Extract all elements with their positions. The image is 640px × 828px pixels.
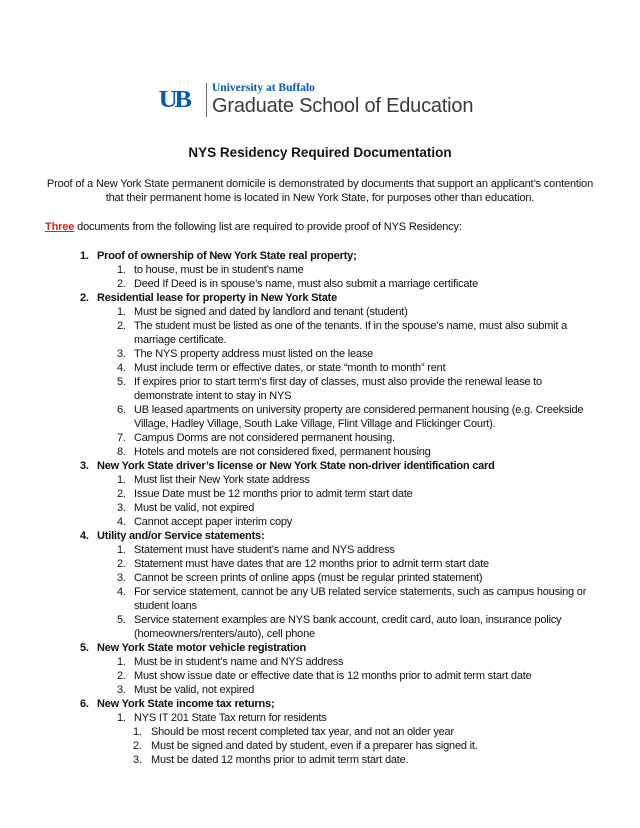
list-text: Must be valid, not expired [134, 684, 255, 696]
list-number: 2. [80, 292, 89, 304]
documentation-list [80, 249, 590, 767]
list-text: to house, must be in student’s name [134, 264, 304, 276]
list-text: Must include term or effective dates, or state “month to month” rent [134, 362, 446, 374]
list-number: 4. [117, 586, 126, 598]
list-text: Campus Dorms are not considered permanent housing. [134, 432, 395, 444]
list-number: 3. [133, 754, 142, 766]
list-text: Must list their New York state address [134, 474, 310, 486]
intro-paragraph: Proof of a New York State permanent domicile is demonstrated by documents that support an applicant’s contention that their permanent home is located in New York State, for purposes other than education. [46, 178, 594, 204]
list-item [80, 487, 590, 501]
list-text: For service statement, cannot be any UB related service statements, such as campus housing or student loans [134, 586, 587, 612]
school-name: Graduate School of Education [212, 95, 474, 117]
list-text: The NYS property address must listed on the lease [134, 348, 374, 360]
list-text: Cannot accept paper interim copy [134, 516, 293, 528]
list-item [80, 403, 590, 431]
list-number: 5. [117, 614, 126, 626]
list-text: Must be valid, not expired [134, 502, 255, 514]
list-number: 3. [117, 684, 126, 696]
list-number: 1. [117, 656, 126, 668]
list-item [80, 571, 590, 585]
list-text: Must be signed and dated by landlord and tenant (student) [134, 306, 408, 318]
list-item [80, 277, 590, 291]
list-item [80, 347, 590, 361]
list-text: Cannot be screen prints of online apps (must be regular printed statement) [134, 572, 483, 584]
list-text: NYS IT 201 State Tax return for residents [134, 712, 327, 724]
list-number: 1. [133, 726, 142, 738]
list-text: Utility and/or Service statements: [97, 530, 265, 542]
list-number: 7. [117, 432, 126, 444]
list-item [80, 557, 590, 571]
list-item [80, 263, 590, 277]
list-item [80, 445, 590, 459]
section-heading [80, 641, 590, 655]
list-number: 1. [117, 264, 126, 276]
list-number: 2. [117, 488, 126, 500]
section-heading [80, 249, 590, 263]
list-text: New York State motor vehicle registration [97, 642, 307, 654]
ub-gse-logo [160, 82, 473, 117]
section-heading [80, 529, 590, 543]
list-number: 2. [117, 320, 126, 332]
logo-divider [206, 83, 207, 117]
list-number: 8. [117, 446, 126, 458]
page-title: NYS Residency Required Documentation [188, 145, 452, 160]
list-text: Must be dated 12 months prior to admit term start date. [151, 754, 409, 766]
list-item [80, 515, 590, 529]
requirement-emphasis: Three [45, 221, 75, 233]
list-item [80, 655, 590, 669]
list-text: New York State income tax returns; [97, 698, 275, 710]
list-text: Proof of ownership of New York State real property; [97, 250, 357, 262]
ub-logo-mark: UB [158, 86, 189, 113]
list-text: Service statement examples are NYS bank account, credit card, auto loan, insurance policy (homeowners/renters/auto), cell phone [134, 614, 562, 640]
list-number: 1. [117, 712, 126, 724]
list-number: 2. [117, 670, 126, 682]
list-text: The student must be listed as one of the tenants. If in the spouse’s name, must also submit a marriage certificate. [134, 320, 568, 346]
list-item [80, 319, 590, 347]
list-item [80, 711, 590, 725]
section-heading [80, 291, 590, 305]
list-number: 1. [117, 474, 126, 486]
sub-list-item [80, 739, 590, 753]
list-number: 1. [80, 250, 89, 262]
list-item [80, 613, 590, 641]
list-text: Should be most recent completed tax year, and not an older year [151, 726, 454, 738]
list-text: Residential lease for property in New York State [97, 292, 338, 304]
list-number: 3. [80, 460, 89, 472]
list-item [80, 473, 590, 487]
list-text: Must show issue date or effective date that is 12 months prior to admit term start date [134, 670, 532, 682]
list-number: 4. [117, 362, 126, 374]
section-heading [80, 459, 590, 473]
list-number: 1. [117, 544, 126, 556]
list-item [80, 669, 590, 683]
section-heading [80, 697, 590, 711]
list-number: 6. [117, 404, 126, 416]
university-name: University at Buffalo [212, 82, 315, 94]
list-item [80, 375, 590, 403]
requirement-statement [45, 220, 462, 234]
list-number: 1. [117, 306, 126, 318]
list-text: Must be in student’s name and NYS address [134, 656, 344, 668]
list-item [80, 585, 590, 613]
list-item [80, 431, 590, 445]
list-number: 4. [117, 516, 126, 528]
list-text: Statement must have dates that are 12 months prior to admit term start date [134, 558, 489, 570]
list-item [80, 361, 590, 375]
list-item [80, 543, 590, 557]
list-number: 2. [117, 558, 126, 570]
list-number: 5. [117, 376, 126, 388]
list-number: 6. [80, 698, 89, 710]
list-text: UB leased apartments on university property are considered permanent housing (e.g. Creekside Village, Hadley Village, South Lake Village, Flint Village and Flickinger Court). [134, 404, 584, 430]
list-item [80, 501, 590, 515]
list-number: 3. [117, 502, 126, 514]
list-number: 2. [133, 740, 142, 752]
list-text: Issue Date must be 12 months prior to admit term start date [134, 488, 413, 500]
list-text: If expires prior to start term’s first day of classes, must also provide the renewal lease to demonstrate intent to stay in NYS [134, 376, 542, 402]
list-number: 2. [117, 278, 126, 290]
list-text: Statement must have student’s name and NYS address [134, 544, 395, 556]
list-number: 3. [117, 348, 126, 360]
list-number: 3. [117, 572, 126, 584]
list-item [80, 305, 590, 319]
list-item [80, 683, 590, 697]
list-text: New York State driver’s license or New York State non-driver identification card [97, 460, 495, 472]
list-text: Must be signed and dated by student, even if a preparer has signed it. [151, 740, 478, 752]
list-number: 5. [80, 642, 89, 654]
sub-list-item [80, 753, 590, 767]
requirement-text: documents from the following list are required to provide proof of NYS Residency: [74, 221, 462, 233]
sub-list-item [80, 725, 590, 739]
list-number: 4. [80, 530, 89, 542]
list-text: Deed If Deed is in spouse’s name, must also submit a marriage certificate [134, 278, 479, 290]
list-text: Hotels and motels are not considered fixed, permanent housing [134, 446, 431, 458]
